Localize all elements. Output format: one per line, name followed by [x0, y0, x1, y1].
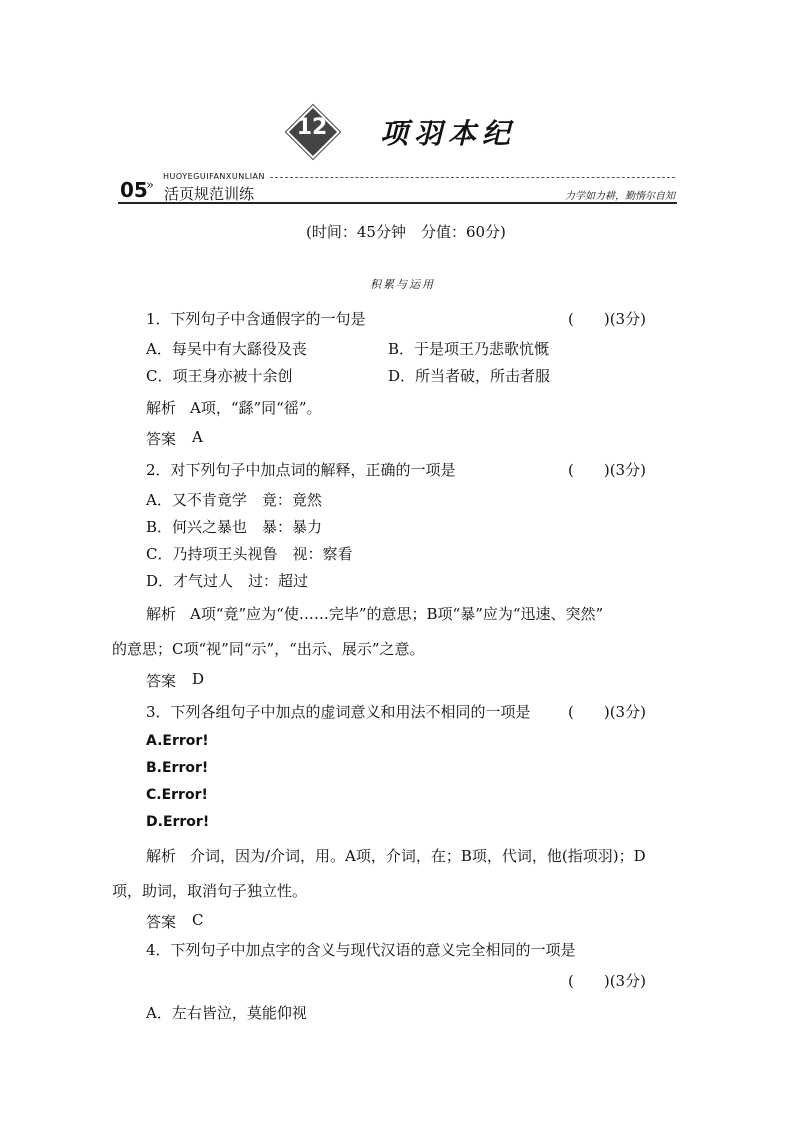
explain-label: 解析 — [146, 399, 177, 417]
option: A．又不肯竟学 竟：竟然 — [146, 491, 322, 509]
explain-text: 的意思；C项“视”同“示”，“出示、展示”之意。 — [112, 640, 425, 658]
answer-value: A — [192, 428, 203, 446]
option: D.Error! — [146, 814, 210, 830]
explain-text: A项“竟”应为“使……完毕”的意思；B项“暴”应为“迅速、突然” — [190, 605, 604, 623]
question-stem: 1．下列句子中含通假字的一句是 — [146, 310, 366, 328]
band-pinyin: HUOYEGUIFANXUNLIAN — [163, 172, 266, 181]
band-divider — [270, 177, 675, 178]
question-stem: 3．下列各组句子中加点的虚词意义和用法不相同的一项是 — [146, 703, 531, 721]
band-underline — [118, 202, 677, 204]
option: B．于是项王乃悲歌忼慨 — [388, 340, 550, 358]
explain-text: 项，助词，取消句子独立性。 — [112, 882, 308, 900]
question-score: ( )(3分) — [568, 703, 646, 721]
section-title: 积累与运用 — [370, 278, 435, 291]
option: A．每吴中有大繇役及丧 — [146, 340, 307, 358]
question-score: ( )(3分) — [568, 310, 646, 328]
explain-text: 介词，因为/介词，用。A项，介词，在；B项，代词，他(指项羽)；D — [190, 847, 646, 865]
chevron-right-icon: » — [146, 178, 154, 193]
option: C．项王身亦被十余创 — [146, 367, 293, 385]
time-score-info: (时间：45分钟 分值：60分) — [306, 223, 506, 241]
question-stem: 4．下列句子中加点字的含义与现代汉语的意义完全相同的一项是 — [146, 941, 576, 959]
answer-label: 答案 — [146, 913, 177, 931]
page-title: 项羽本纪 — [380, 117, 517, 150]
explain-label: 解析 — [146, 847, 177, 865]
option: B．何兴之暴也 暴：暴力 — [146, 518, 323, 536]
option: A.Error! — [146, 733, 209, 749]
answer-value: D — [192, 670, 205, 688]
answer-value: C — [192, 911, 204, 929]
option: C.Error! — [146, 787, 208, 803]
question-score: ( )(3分) — [568, 972, 646, 990]
band-motto: 力学如力耕，勤惰尔自知 — [565, 191, 675, 202]
answer-label: 答案 — [146, 430, 177, 448]
question-stem: 2．对下列句子中加点词的解释，正确的一项是 — [146, 461, 456, 479]
explain-label: 解析 — [146, 605, 177, 623]
option: A．左右皆泣，莫能仰视 — [146, 1004, 307, 1022]
explain-text: A项，“繇”同“徭”。 — [190, 399, 322, 417]
answer-label: 答案 — [146, 672, 177, 690]
option: B.Error! — [146, 760, 209, 776]
band-number: 05 — [120, 178, 148, 202]
option: C．乃持项王头视鲁 视：察看 — [146, 545, 353, 563]
option: D．所当者破，所击者服 — [388, 367, 551, 385]
question-score: ( )(3分) — [568, 461, 646, 479]
chapter-number: 12 — [296, 115, 328, 140]
band-label: 活页规范训练 — [164, 185, 255, 203]
option: D．才气过人 过：超过 — [146, 572, 309, 590]
